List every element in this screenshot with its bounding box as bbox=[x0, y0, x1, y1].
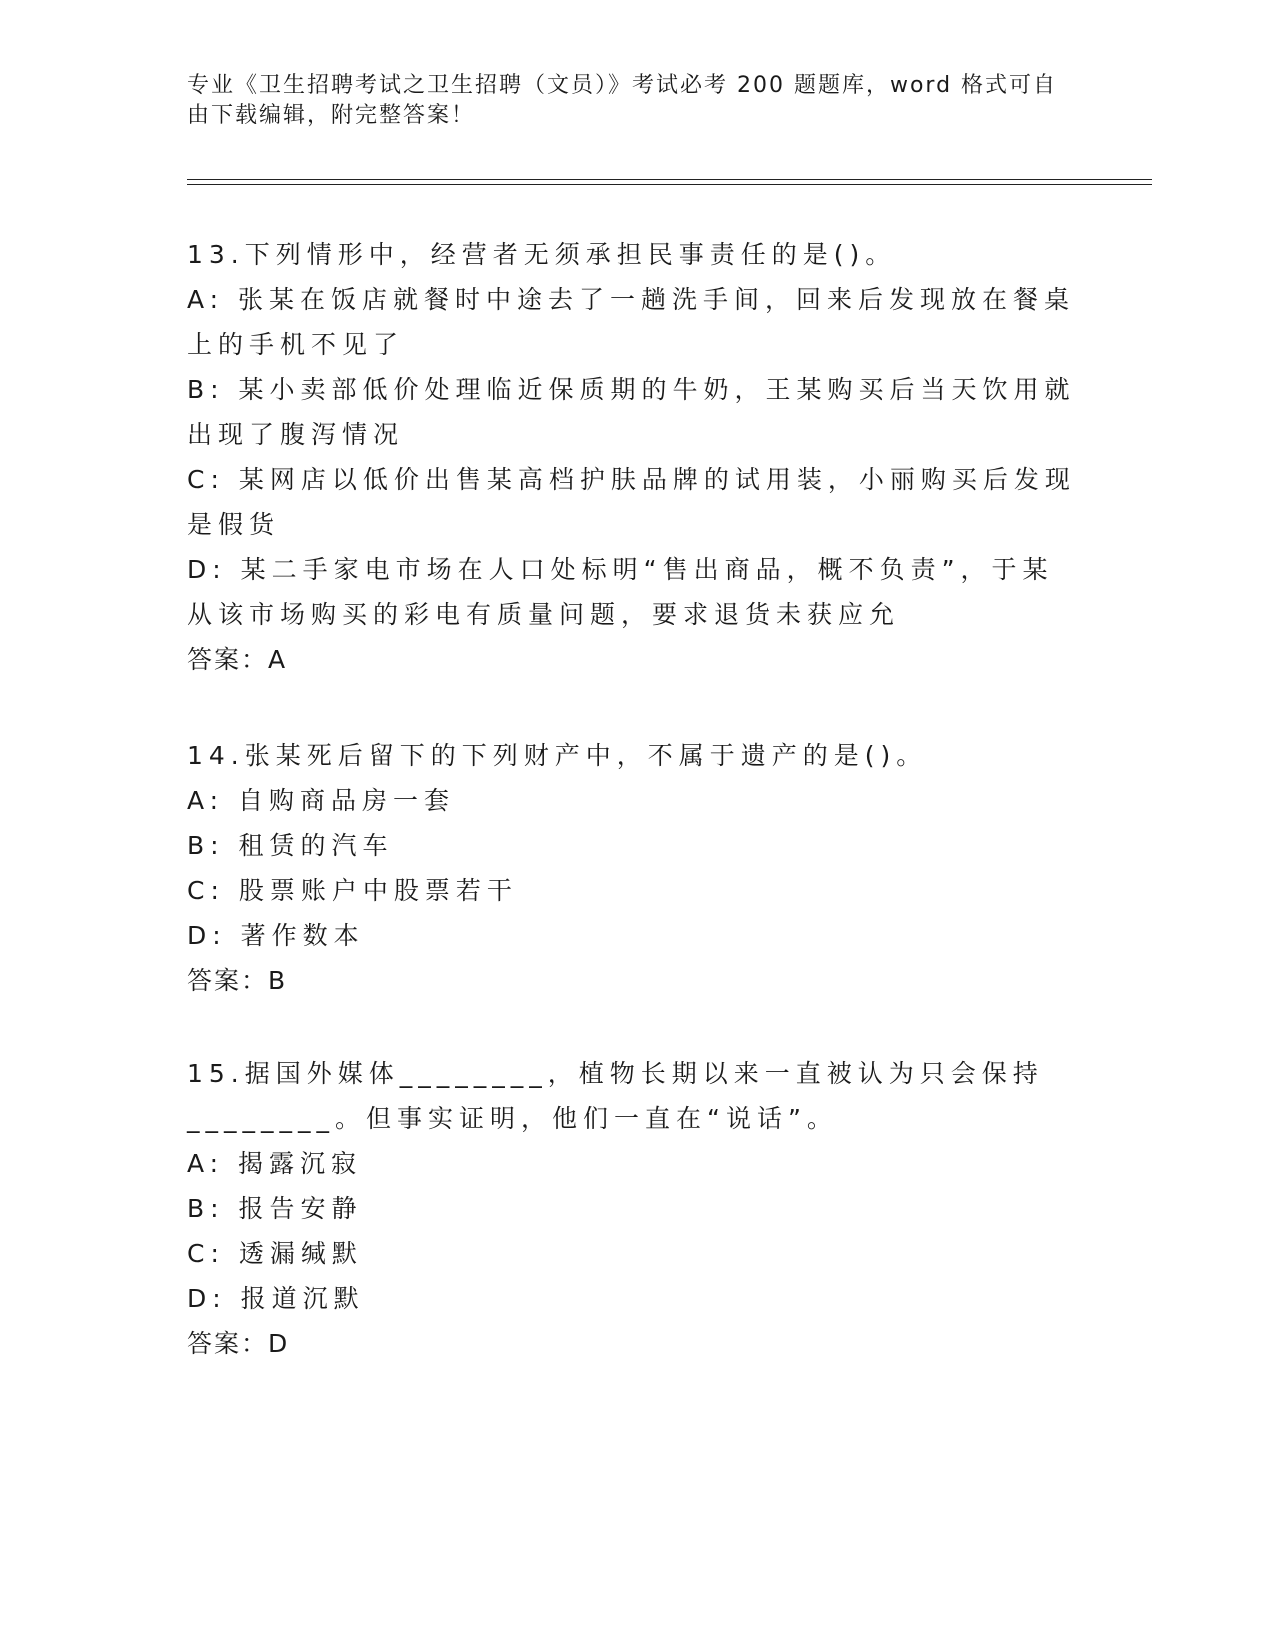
answer-line: 答案：B bbox=[187, 966, 288, 995]
question-14 bbox=[187, 733, 1077, 1003]
question-13 bbox=[187, 232, 1077, 682]
option-d: D: 报道沉默 bbox=[187, 1284, 365, 1313]
question-stem: 13.下列情形中，经营者无须承担民事责任的是()。 bbox=[187, 240, 897, 269]
answer-line: 答案：A bbox=[187, 645, 288, 674]
option-c: C: 透漏缄默 bbox=[187, 1239, 363, 1268]
option-a: A: 张某在饭店就餐时中途去了一趟洗手间，回来后发现放在餐桌上的手机不见了 bbox=[187, 285, 1076, 359]
option-d: D: 某二手家电市场在人口处标明“售出商品，概不负责”，于某从该市场购买的彩电有质量问题，要求退货未获应允 bbox=[187, 555, 1054, 629]
option-b: B: 报告安静 bbox=[187, 1194, 363, 1223]
option-b: B: 租赁的汽车 bbox=[187, 831, 394, 860]
option-b: B: 某小卖部低价处理临近保质期的牛奶，王某购买后当天饮用就出现了腹泻情况 bbox=[187, 375, 1076, 449]
option-a: A: 揭露沉寂 bbox=[187, 1149, 363, 1178]
option-c: C: 某网店以低价出售某高档护肤品牌的试用装，小丽购买后发现是假货 bbox=[187, 465, 1076, 539]
option-a: A: 自购商品房一套 bbox=[187, 786, 456, 815]
question-stem: 14.张某死后留下的下列财产中，不属于遗产的是()。 bbox=[187, 741, 928, 770]
question-stem: 15.据国外媒体________，植物长期以来一直被认为只会保持________。但事实证明，他们一直在“说话”。 bbox=[187, 1059, 1044, 1133]
document-header: 专业《卫生招聘考试之卫生招聘（文员）》考试必考 200 题题库，word 格式可自由下载编辑，附完整答案！ bbox=[187, 73, 1058, 128]
header-divider bbox=[187, 179, 1152, 180]
option-c: C: 股票账户中股票若干 bbox=[187, 876, 518, 905]
option-d: D: 著作数本 bbox=[187, 921, 365, 950]
answer-line: 答案：D bbox=[187, 1329, 290, 1358]
header-divider-secondary bbox=[187, 184, 1152, 185]
question-15 bbox=[187, 1051, 1077, 1366]
